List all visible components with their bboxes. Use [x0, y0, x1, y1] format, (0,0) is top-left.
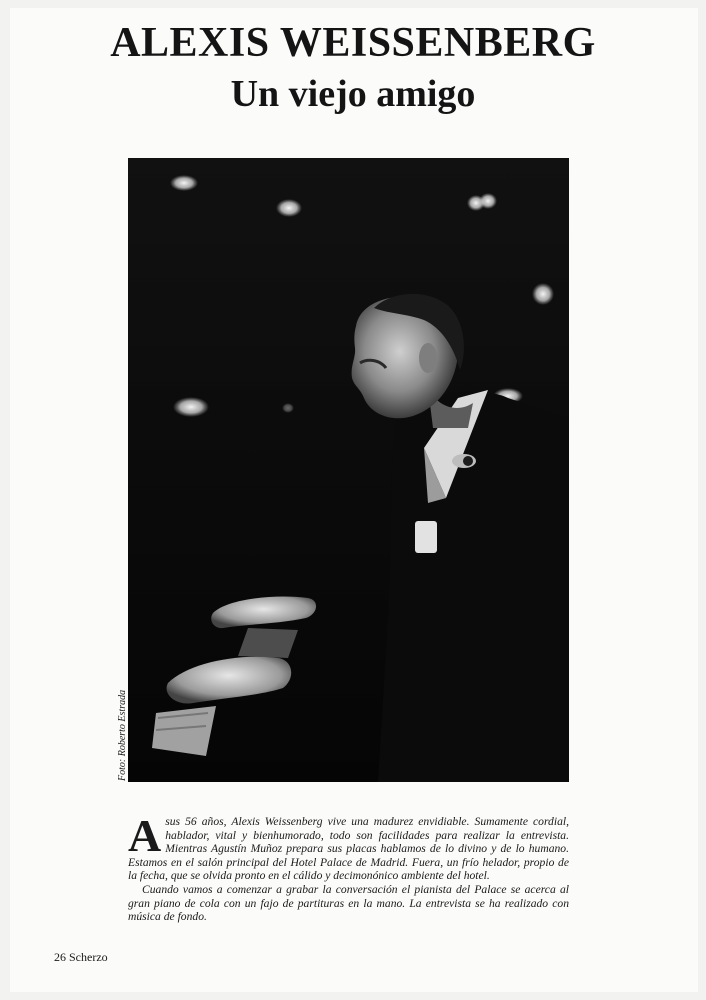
- photo-credit: Foto: Roberto Estrada: [117, 689, 128, 781]
- article-body: [128, 810, 569, 924]
- paragraph-intro-text: sus 56 años, Alexis Weissenberg vive una madurez envidiable. Sumamente cordial, hablador, vital y bienhumorado, todo son facilidades para realizar la entrevista. Mientras Agustín Muñoz prepara sus placas hablamos de lo divino y de lo humano. Estamos en el salón principal del Hotel Palace de Madrid. Fuera, un frío helador, propio de la fecha, que se olvida pronto en el cálido y decimonónico ambiente del hotel.: [128, 815, 569, 883]
- pianist-photo: [128, 158, 569, 782]
- paragraph-second: Cuando vamos a comenzar a grabar la conversación el pianista del Palace se acerca al gran piano de cola con un fajo de partituras en la mano. La entrevista se ha realizado con música de fondo.: [128, 882, 569, 924]
- pianist-photo-illustration: [128, 158, 569, 782]
- page-folio: 26 Scherzo: [54, 950, 108, 964]
- drop-cap: A: [128, 810, 162, 861]
- paragraph-intro: [128, 810, 569, 883]
- article-subtitle: Un viejo amigo: [230, 73, 476, 115]
- article-title: ALEXIS WEISSENBERG: [110, 20, 596, 66]
